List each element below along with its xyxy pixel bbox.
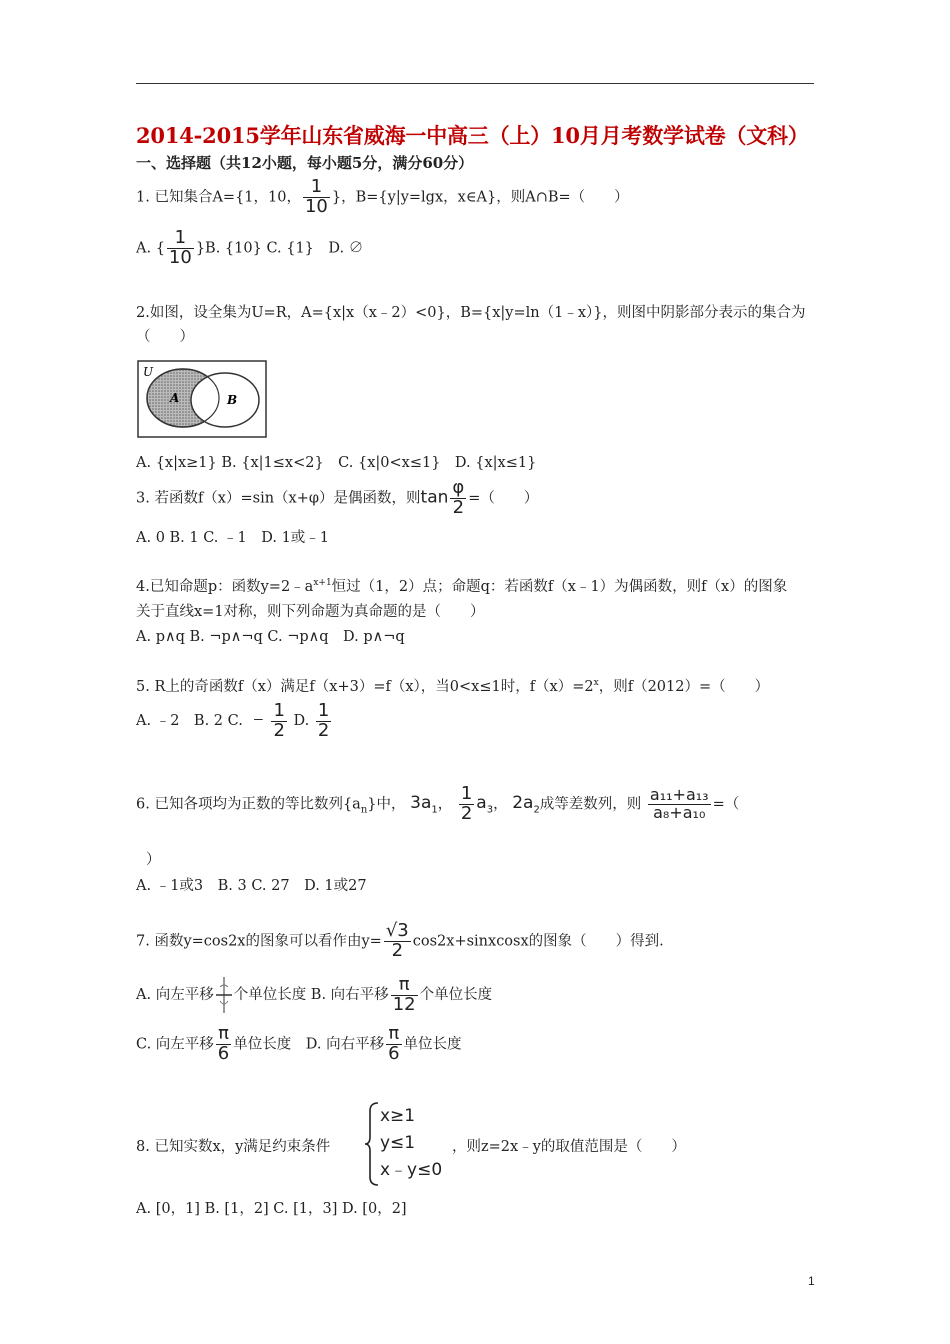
question-8-pre: 8. 已知实数x，y满足约束条件 (136, 1139, 331, 1155)
question-2-options: A. {x|x≥1} B. {x|1≤x<2} C. {x|0<x≤1} D. {x|x≤1} (136, 455, 537, 471)
question-3: 3. 若函数f（x）=sin（x+φ）是偶函数，则tan $\frac{\varphi}{2}$ =（ ） (136, 477, 539, 518)
question-7: 7. 函数y=cos2x的图象可以看作由y= $\frac{√3}{2}$ cos2x+sinxcosx的图象（ ）得到. (136, 920, 664, 961)
question-8-options: A. [0，1] B. [1，2] C. [1，3] D. [0，2] (136, 1201, 407, 1217)
constraint-row-2: y≤1 (380, 1133, 416, 1153)
question-7-options-ab: A. 向左平移 个单位长度 B. 向右平移 $\frac{\pi}{12}$ 个单位长度 (136, 973, 493, 1015)
constraint-system (380, 1103, 442, 1184)
question-4-options: A. p∧q B. ¬p∧¬q C. ¬p∧q D. p∧¬q (136, 629, 405, 645)
question-5: 5. R上的奇函数f（x）满足f（x+3）=f（x），当0<x≤1时，$f(x)=2^x$，则f（2012）=（ ） (136, 678, 770, 695)
venn-diagram (137, 360, 267, 438)
question-4-line2: 关于直线x=1对称，则下列命题为真命题的是（ ） (136, 604, 485, 620)
question-4: 4.已知命题p：函数$y=2﹣a^{x+1}$恒过（1，2）点；命题q：若函数f（x﹣1）为偶函数，则f（x）的图象 (136, 578, 788, 595)
constraint-row-1: x≥1 (380, 1106, 416, 1126)
question-7-options-cd: C. 向左平移 $\frac{\pi}{6}$ 单位长度 D. 向右平移 $\frac{\pi}{6}$ 单位长度 (136, 1023, 462, 1064)
question-5-options: A. ﹣2 B. 2 C. ﹣ $\frac{1}{2}$ D. $\frac{1}{2}$ (136, 699, 330, 741)
page-title: 2014-2015学年山东省威海一中高三（上）10月月考数学试卷（文科） (136, 123, 809, 148)
question-3-options: A. 0 B. 1 C. ﹣1 D. 1或﹣1 (136, 530, 330, 546)
section-heading: 一、选择题（共12小题，每小题5分，满分60分） (136, 154, 474, 172)
question-1: 1. 已知集合A={1，10， $\frac{1}{10}$ }，B={y|y=lgx，x∈A}，则A∩B=（ ） (136, 176, 629, 217)
question-2-line2: （ ） (136, 329, 194, 345)
question-1-options: A. { $\frac{1}{10}$ }B. {10} C. {1} D. ∅ (136, 227, 364, 268)
question-6-line2: ） (146, 852, 161, 868)
question-8-post: ，则z=2x﹣y的取值范围是（ ） (452, 1139, 686, 1155)
garbled-fraction-icon (214, 975, 234, 1015)
venn-label-a: A (170, 391, 180, 405)
venn-label-u: U (143, 365, 154, 379)
page-number: 1 (808, 1274, 815, 1288)
question-2: 2.如图，设全集为U=R，A={x|x（x﹣2）<0}，B={x|y=ln（1﹣x）}，则图中阴影部分表示的集合为 (136, 305, 806, 321)
question-6: 6. 已知各项均为正数的等比数列$\{a_n\}$中， $3a_1$， $\frac{1}{2}$ $a_3$， $2a_2$成等差数列，则 $\frac{\text{a₁₁+a₁₃}}{\text{a₈+a₁₀}}$ =（ (136, 783, 740, 824)
constraint-row-3: x﹣y≤0 (380, 1160, 443, 1180)
question-6-options: A. ﹣1或3 B. 3 C. 27 D. 1或27 (136, 878, 367, 894)
venn-label-b: B (227, 393, 238, 407)
header-rule (136, 83, 814, 84)
